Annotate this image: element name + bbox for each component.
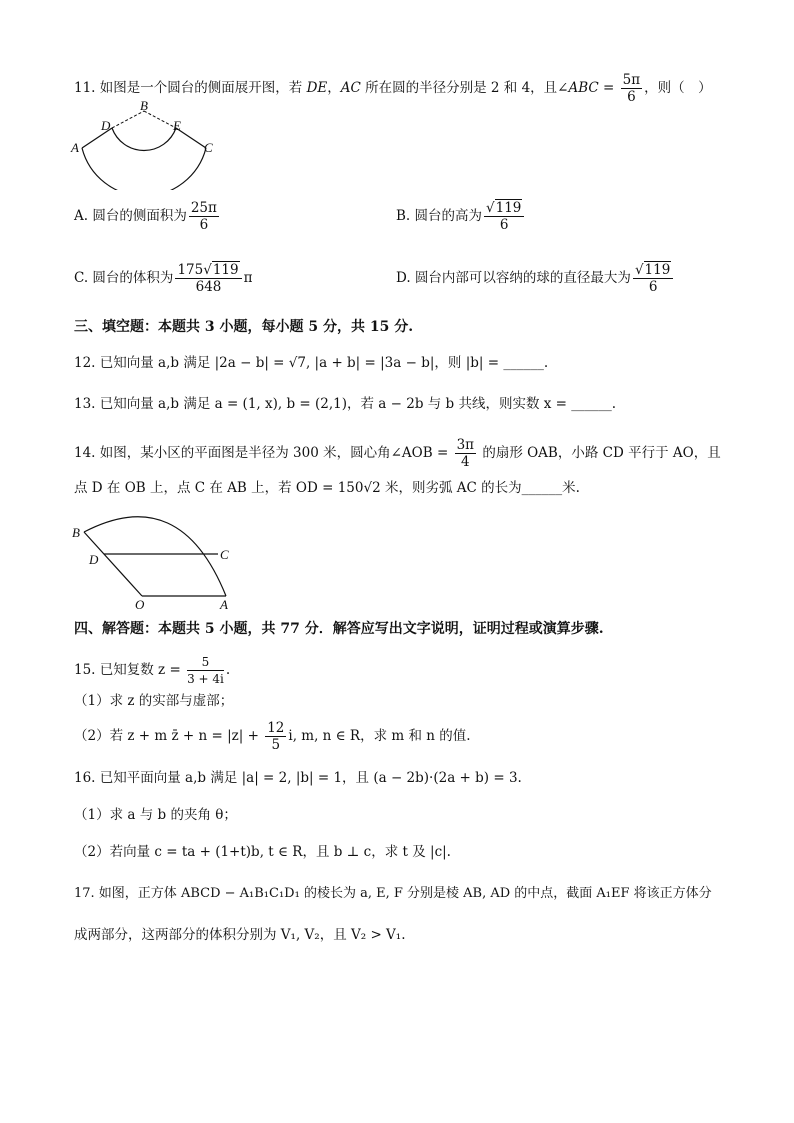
q11-label-d: D <box>101 118 111 133</box>
q14-label-d: D <box>89 552 99 567</box>
q11-label-e: E <box>173 118 181 133</box>
q11-figure <box>70 98 220 190</box>
q14-figure <box>70 508 245 613</box>
q11-stem: 11. 如图是一个圆台的侧面展开图，若 DE，AC 所在圆的半径分别是 2 和 4，且∠ABC = $\frac{5\pi}{6}$ ，则（ ） <box>74 72 712 105</box>
q15-stem: 15. 已知复数 z = $\frac{5}{3 + 4i}$ . <box>74 655 231 686</box>
q14-label-o: O <box>135 597 145 612</box>
section3-heading: 三、填空题：本题共 3 小题，每小题 5 分，共 15 分. <box>74 319 414 335</box>
q11-option-a[interactable]: A. 圆台的侧面积为 $\frac{25\pi}{6}$ <box>74 200 217 233</box>
q11-dashed-be <box>144 111 176 128</box>
q13-text: 13. 已知向量 a,b 满足 a = (1, x), b = (2,1)，若 a − 2b 与 b 共线，则实数 x = ______. <box>74 396 617 412</box>
q16-part2: （2）若向量 c = ta + (1+t)b, t ∈ R，且 b ⊥ c，求 t 及 |c|. <box>74 844 451 860</box>
q15-part1: （1）求 z 的实部与虚部； <box>74 693 234 709</box>
q11-option-d[interactable]: D. 圆台内部可以容纳的球的直径最大为 $\frac{√119}{6}$ <box>396 262 675 295</box>
q17-line2: 成两部分，这两部分的体积分别为 V₁, V₂，且 V₂ > V₁. <box>74 927 406 943</box>
q11-outer-arc <box>82 148 206 190</box>
q14-line1: 14. 如图，某小区的平面图是半径为 300 米，圆心角∠AOB = $\frac{3\pi}{4}$ 的扇形 OAB，小路 CD 平行于 AO，且 <box>74 437 721 470</box>
q12-text: 12. 已知向量 a,b 满足 |2a − b| = √7, |a + b| = |3a − b|，则 |b| = ______. <box>74 355 549 371</box>
q14-label-c: C <box>220 547 229 562</box>
q11-option-c[interactable]: C. 圆台的体积为 $\frac{175√119}{648}$ π <box>74 262 253 295</box>
q14-line2: 点 D 在 OB 上，点 C 在 AB 上，若 OD = 150√2 米，则劣弧 AC 的长为______米. <box>74 480 580 496</box>
q11-inner-arc <box>112 128 176 151</box>
q11-label-a: A <box>71 140 79 155</box>
q14-label-b: B <box>72 525 80 540</box>
q11-dashed-db <box>112 111 144 128</box>
q14-label-a: A <box>220 597 228 612</box>
q11-angle-fraction: $\frac{5\pi}{6}$ <box>622 72 641 105</box>
q11-label-c: C <box>204 140 213 155</box>
q16-stem: 16. 已知平面向量 a,b 满足 |a| = 2, |b| = 1，且 (a − 2b)·(2a + b) = 3. <box>74 770 522 786</box>
q11-option-b[interactable]: B. 圆台的高为 $\frac{√119}{6}$ <box>396 200 526 233</box>
q11-label-b: B <box>140 98 148 113</box>
q16-part1: （1）求 a 与 b 的夹角 θ； <box>74 807 237 823</box>
q17-line1: 17. 如图，正方体 ABCD − A₁B₁C₁D₁ 的棱长为 a, E, F 分别是棱 AB, AD 的中点，截面 A₁EF 将该正方体分 <box>74 886 712 901</box>
section4-heading: 四、解答题：本题共 5 小题，共 77 分．解答应写出文字说明，证明过程或演算步骤. <box>74 621 604 637</box>
q15-part2: （2）若 z + m z̄ + n = |z| + $\frac{12}{5}$ i, m, n ∈ R，求 m 和 n 的值. <box>74 720 471 753</box>
